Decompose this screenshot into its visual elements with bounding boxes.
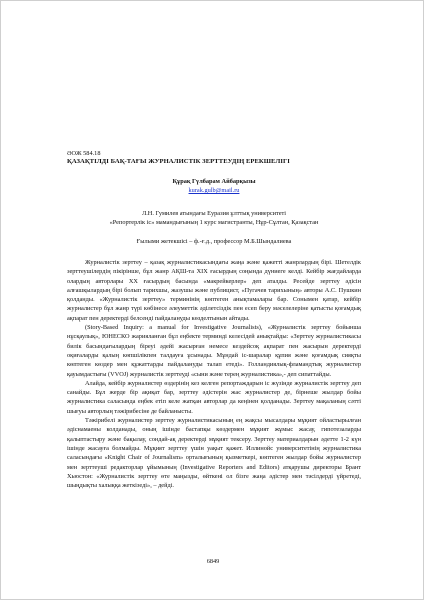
author-block xyxy=(67,177,361,195)
affiliation-program: «Репортерлік іс» мамандығының 1 курс магистранты, Нұр-Сұлтан, Қазақстан xyxy=(109,219,319,227)
article-body xyxy=(67,258,361,490)
scientific-advisor: Ғылыми жетекшісі – ф.-ғ.д., профессор М.Б.Шындалиева xyxy=(136,238,292,245)
affiliation xyxy=(67,209,361,228)
paragraph: Журналистік зерттеу – қазақ журналистикасындағы жаңа және қажетті жанрлардың бірі. Шетелдік зерттеушілердің пікірінше, бұл жанр АҚШ-та XIX ғасырдың соңында дүниеге келді. Кейбір жағдайларда олардың авторлары XX ғасырдың басында «макрейкерлер» деп аталды. Ресейде зерттеу әдісін алғашқылардың бірі болып тарихшы, жазушы және публицист, «Пугачев тарихының» авторы А.С. Пушкин қолданды. «Журналистік зерттеу» терминінің көптеген анықтамалары бар. Сонымен қатар, кейбір журналистер бұл жанр түрі көбінесе әлеуметтік әділетсіздік пен есеп беру мәселелеріне қатысты қоғамдық ақпарат пен деректерді белсенді пайдалануды көзделтынын айтады. xyxy=(67,259,361,322)
udk-code: ӘОЖ 584.18 xyxy=(67,150,101,157)
paragraph: Тәжірибелі журналистер зерттеу журналистикасының ең жақсы мысалдары мұқият ойластырылған әдіснамаены колданады, оның ішінде бастапқы көздермен мұқият жұмыс жасау, гипотезаларды қалыптастыру және бақылау, сондай-ақ деректерді мұқият тексеру. Зерттеу материалдарын әдетте 1-2 күн ішінде жасауға болмайды. Мұқият зерттеу үшін уақыт қажет. Иллинойс университетінің журналистика саласындағы «Knight Chair of Journalism» орталығының қызметкері, көптеген жылдар бойы журналистер мен зерттеуші редакторлар ұйымының (Investigative Reporters and Editors) атқарушы директоры Брант Хьюстон: «Журналистік зерттеу өте маңызды, өйткені ол бізге жаңа әдістер мен тәсілдерді үйретеді, шыңдықты халыққа жеткізеді», – дейді. xyxy=(67,417,361,490)
author-name: Құрақ Гүлбарам Айбарқызы xyxy=(172,178,256,185)
article-title: ҚАЗАҚТІЛДІ БАҚ-ТАҒЫ ЖУРНАЛИСТІК ЗЕРТТЕУДІҢ ЕРЕКШЕЛІГІ xyxy=(67,158,290,165)
affiliation-university: Л.Н. Гумилев атындағы Еуразия ұлттық университеті xyxy=(141,210,287,217)
paragraph: Алайда, кейбір журналистер өздерінің кез келген репортаждарын іс жүзінде журналистік зерттеу деп санайды. Бұл жерде бір ақиқат бар, зерттеу әдістерін жас журналистер де, бірнеше жылдар бойы журналистика саласында еңбек етіп келе жатқан авторлар да кеңінен қолданады. Зерттеу мақаланың сәтті шығуы авторлың тәжірибесіне де байланысты. xyxy=(67,379,361,415)
author-email-link[interactable]: kurak.gulb@mail.ru xyxy=(188,187,240,194)
page-number: 6849 xyxy=(206,558,220,565)
paragraph: (Story-Based Inquiry: a manual for Investigative Journalists), «Журналистік зерттеу бойынша нұсқаулық», ЮНЕСКО жарияланған бұл еңбекте терминді келесідей анықтайды: «Зерттеу журналистикасы билік басындағылардың біреуі әдейі жасырған немесе кездейсоқ ақпарат пен жасырын деректерді оқиғаларды қалың көпшілікпен талдауға ұсынады. Мұндай іс-шаралар құпия және қоғамдық сияқты көптеген көздер мен құжаттарды пайдалануды талап етеді». Голландиялық-фламандтық журналистер қауымдастығы (VVOJ) журналистік зерттеудi «сыни және терең журналистика»,- деп сипаттайды. xyxy=(67,324,361,378)
